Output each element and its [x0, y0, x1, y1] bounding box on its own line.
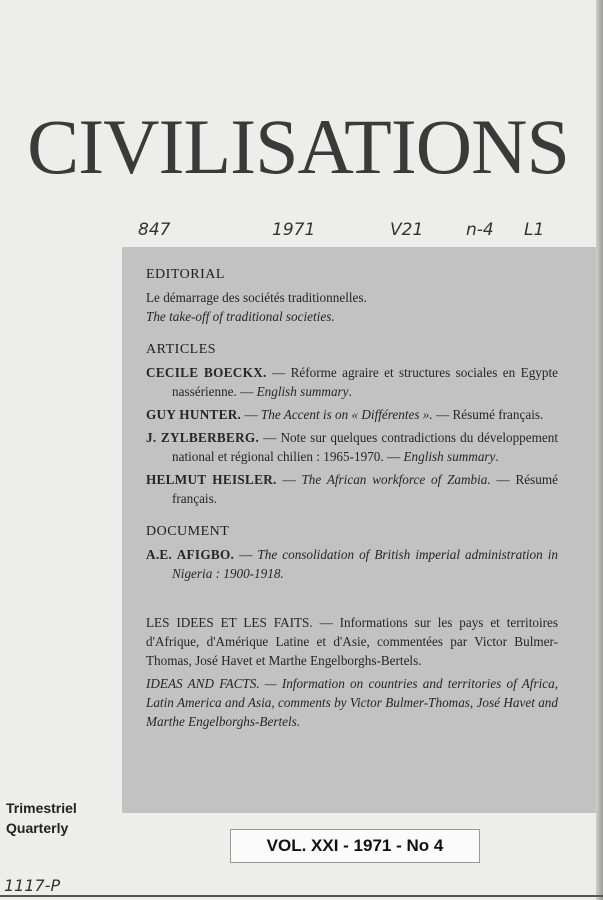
handwritten-note-5: L1	[524, 220, 545, 240]
document-afigbo: A.E. AFIGBO. — The consolidation of British imperial administration in Nigeria : 1900-1918.	[146, 547, 559, 581]
handwritten-annotations	[0, 220, 596, 250]
article-heisler: HELMUT HEISLER. — The African workforce of Zambia. — Résumé français.	[146, 472, 558, 506]
volume-label: VOL. XXI - 1971 - No 4	[230, 829, 480, 863]
article-summary: English summary	[256, 384, 349, 399]
article-author: GUY HUNTER.	[146, 407, 242, 422]
editorial-fr: Le démarrage des sociétés traditionnelles.	[146, 290, 367, 305]
articles-heading: ARTICLES	[146, 342, 217, 357]
article-summary: — Résumé français.	[172, 472, 558, 506]
article-zylberberg: J. ZYLBERBERG. — Note sur quelques contradictions du développement national et régional chilien : 1965-1970. — English summary.	[146, 430, 558, 464]
article-hunter: GUY HUNTER. — The Accent is on « Différentes ». — Résumé français.	[146, 407, 544, 422]
article-summary: English summary	[403, 449, 496, 464]
article-title: The Accent is on « Différentes ».	[260, 407, 433, 422]
journal-title: CIVILISATIONS	[27, 103, 569, 190]
reference-mark: 1117-P	[4, 876, 61, 895]
article-author: J. ZYLBERBERG.	[146, 430, 260, 445]
document-heading: DOCUMENT	[146, 524, 230, 539]
article-author: HELMUT HEISLER.	[146, 472, 277, 487]
ideas-en: IDEAS AND FACTS. — Information on countries and territories of Africa, Latin America and Asia, comments by Victor Bulmer-Thomas, José Havet and Marthe Engelborghs-Bertels.	[146, 676, 558, 729]
editorial-en: The take-off of traditional societies.	[146, 309, 335, 324]
article-boeckx: CECILE BOECKX. — Réforme agraire et structures sociales en Egypte nassérienne. — English summary.	[146, 365, 558, 399]
table-of-contents	[146, 265, 558, 735]
frequency-fr: Trimestriel	[6, 800, 77, 816]
handwritten-note-4: n-4	[466, 220, 494, 240]
article-summary: — Résumé français.	[432, 407, 544, 422]
article-title: The African workforce of Zambia.	[301, 472, 491, 487]
document-title: The consolidation of British imperial administration in Nigeria : 1900-1918.	[172, 547, 559, 581]
frequency-en: Quarterly	[6, 820, 69, 836]
editorial-heading: EDITORIAL	[146, 267, 225, 282]
handwritten-note-2: 1971	[272, 220, 316, 240]
document-author: A.E. AFIGBO.	[146, 547, 235, 562]
ideas-fr: LES IDEES ET LES FAITS. — Informations sur les pays et territoires d'Afrique, d'Amérique Latine et d'Asie, commentées par Victor Bulmer-Thomas, José Havet et Marthe Engelborghs-Bertels.	[146, 615, 558, 668]
article-title: — Note sur quelques contradictions du développement national et régional chilien : 1965-1970. —	[172, 430, 558, 464]
handwritten-note-3: V21	[390, 220, 424, 240]
cover-edge	[596, 0, 603, 900]
frequency-label	[6, 798, 77, 838]
bottom-edge-line	[0, 895, 603, 897]
article-author: CECILE BOECKX.	[146, 365, 267, 380]
handwritten-note-1: 847	[138, 220, 171, 240]
article-title: — Réforme agraire et structures sociales en Egypte nassérienne. —	[172, 365, 558, 399]
